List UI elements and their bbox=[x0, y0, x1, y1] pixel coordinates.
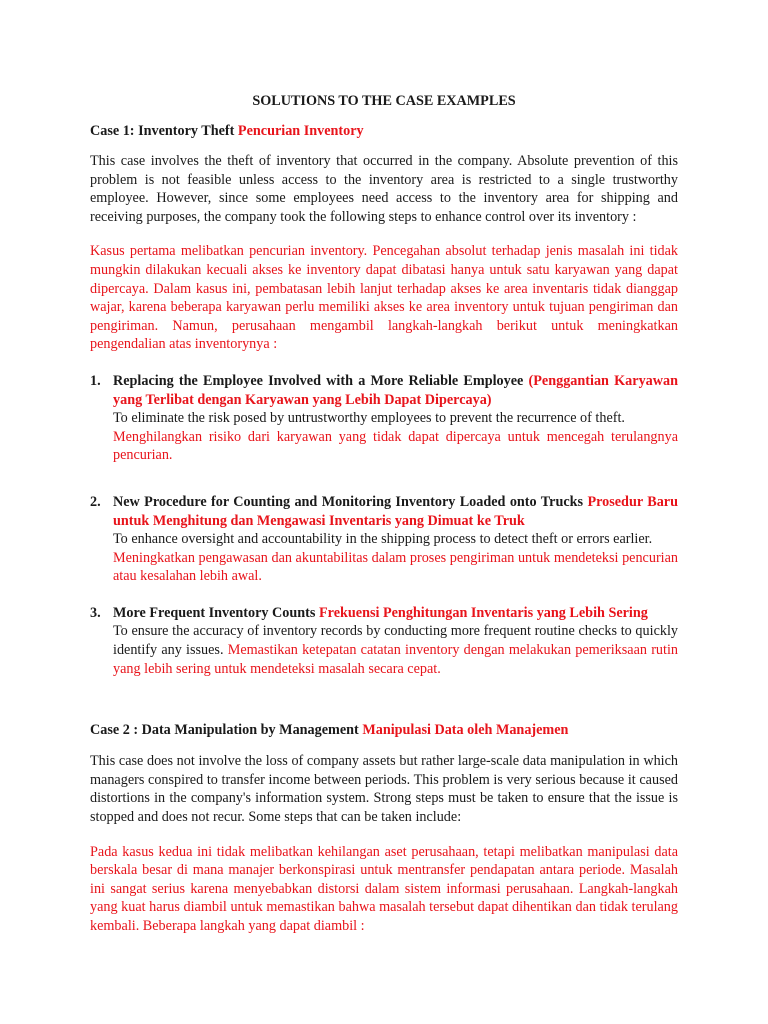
step-title-en: New Procedure for Counting and Monitoring Inventory Loaded onto Trucks bbox=[113, 493, 584, 510]
case1-paragraph-id: Kasus pertama melibatkan pencurian inventory. Pencegahan absolut terhadap jenis masalah ini tidak mungkin dilakukan kecuali akses ke inventory dapat dibatasi hanya untuk satu karyawan yang dapat dipercaya. Dalam kasus ini, pembatasan lebih lanjut terhadap akses ke area inventaris tidak dianggap wajar, karena beberapa karyawan perlu memiliki akses ke area inventory untuk tujuan pengiriman dan pengiriman. Namun, perusahaan mengambil langkah-langkah berikut untuk meningkatkan pengendalian atas inventorynya : bbox=[90, 243, 678, 353]
document-title: SOLUTIONS TO THE CASE EXAMPLES bbox=[252, 93, 516, 109]
case2-heading bbox=[90, 720, 678, 740]
step-desc-id: Menghilangkan risiko dari karyawan yang tidak dapat dipercaya untuk mencegah terulangnya pencurian. bbox=[113, 428, 678, 464]
step-number: 3. bbox=[90, 604, 101, 621]
case2-heading-translation: Manipulasi Data oleh Manajemen bbox=[362, 722, 569, 739]
step-number: 1. bbox=[90, 372, 101, 389]
case2-paragraph-en: This case does not involve the loss of company assets but rather large-scale data manipulation in which managers conspired to transfer income between periods. This problem is very serious because it caused distortions in the company's information system. Strong steps must be taken to ensure that the issue is stopped and does not recur. Some steps that can be taken include: bbox=[90, 753, 678, 826]
step-title bbox=[113, 604, 678, 623]
step-item-2 bbox=[90, 493, 678, 586]
case2-heading-en: Case 2 : Data Manipulation by Management bbox=[90, 722, 359, 739]
case1-heading-en: Case 1: Inventory Theft bbox=[90, 123, 235, 139]
step-title-translation: Frekuensi Penghitungan Inventaris yang Lebih Sering bbox=[318, 604, 648, 621]
step-desc-en: To enhance oversight and accountability in the shipping process to detect theft or errors earlier. bbox=[113, 531, 653, 548]
case2-paragraph-id: Pada kasus kedua ini tidak melibatkan kehilangan aset perusahaan, tetapi melibatkan manipulasi data berskala besar di mana manajer berkonspirasi untuk mentransfer pendapatan antara periode. Masalah ini sangat serius karena menyebabkan distorsi dalam sistem informasi perusahaan. Langkah-langkah yang kuat harus diambil untuk memastikan bahwa masalah tersebut dapat dihentikan dan tidak terulang kembali. Beberapa langkah yang dapat diambil : bbox=[90, 843, 678, 934]
step-desc-id: Meningkatkan pengawasan dan akuntabilitas dalam proses pengiriman untuk mendeteksi pencurian atau kesalahan lebih awal. bbox=[113, 549, 678, 585]
case1-heading-translation: Pencurian Inventory bbox=[237, 123, 364, 139]
case1-paragraph-en: This case involves the theft of inventory that occurred in the company. Absolute prevention of this problem is not feasible unless access to the inventory area is restricted to a single trustworthy employee. However, since some employees need access to the inventory area for shipping and receiving purposes, the company took the following steps to enhance control over its inventory : bbox=[90, 153, 678, 225]
step-title-translation: (Penggantian Karyawan yang Terlibat dengan Karyawan yang Lebih Dapat Dipercaya) bbox=[113, 372, 678, 408]
case1-steps-list bbox=[90, 372, 678, 678]
step-item-3 bbox=[90, 604, 678, 678]
step-title-en: More Frequent Inventory Counts bbox=[113, 604, 316, 621]
step-title bbox=[113, 493, 678, 530]
step-desc-id: Memastikan ketepatan catatan inventory dengan melakukan pemeriksaan rutin yang lebih sering untuk mendeteksi masalah secara cepat. bbox=[113, 642, 679, 677]
case1-heading bbox=[90, 121, 678, 141]
step-title-en: Replacing the Employee Involved with a More Reliable Employee bbox=[113, 372, 524, 389]
step-title bbox=[113, 372, 678, 409]
step-number: 2. bbox=[90, 493, 101, 510]
step-title-translation: Prosedur Baru untuk Menghitung dan Mengawasi Inventaris yang Dimuat ke Truk bbox=[113, 493, 678, 529]
step-desc-en: To ensure the accuracy of inventory records by conducting more frequent routine checks to quickly identify any issues. bbox=[113, 623, 678, 659]
step-item-1 bbox=[90, 372, 678, 465]
step-desc-en: To eliminate the risk posed by untrustworthy employees to prevent the recurrence of theft. bbox=[113, 410, 625, 427]
